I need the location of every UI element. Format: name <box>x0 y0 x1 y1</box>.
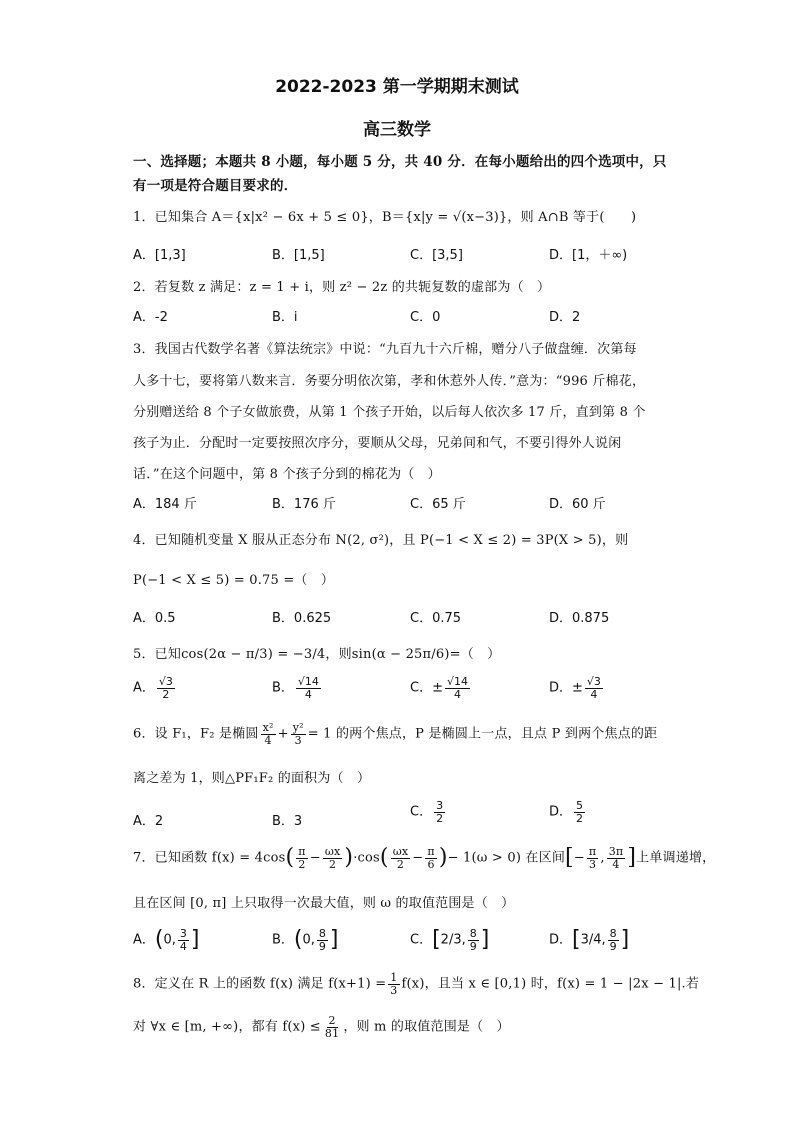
q8-line-1: 8．定义在 R 上的函数 f(x) 满足 f(x+1) = $\frac{1}{3}$ f(x)，且当 x ∈ [0,1) 时，f(x) = 1 − |2x − 1|.若 <box>133 971 700 997</box>
q4-line-1: 4．已知随机变量 X 服从正态分布 N(2, σ²)，且 P(−1 < X ≤ 2) = 3P(X > 5)，则 <box>133 533 629 548</box>
section-heading-line1: 一、选择题；本题共 8 小题，每小题 5 分，共 40 分．在每小题给出的四个选项中，只 <box>133 154 667 170</box>
q6-ellipse-y-term: $\frac{\text{y²}}{3}$ <box>292 721 304 747</box>
q3-line-1: 3．我国古代数学名著《算法统宗》中说：“九百九十六斤棉，赠分八子做盘缠．次第每 <box>133 342 637 357</box>
q6-line-2: 离之差为 1，则△PF₁F₂ 的面积为（ ） <box>133 771 371 786</box>
q5-option-b: B． $\frac{√14}{4}$ <box>272 675 319 701</box>
q5-cos-expression: cos(2α − π/3) = −3/4 <box>181 647 326 662</box>
q1-option-d: D．[1，＋∞) <box>549 248 628 263</box>
q5-sin-expression: sin(α − 25π/6) <box>351 647 450 662</box>
q4-option-b: B．0.625 <box>272 611 332 626</box>
q1-option-c: C．[3,5] <box>410 248 463 263</box>
exam-title: 2022-2023 第一学期期末测试 <box>275 77 519 97</box>
exam-subtitle: 高三数学 <box>363 120 431 140</box>
q7-option-d: D．[3/4, $\frac{8}{9}$ ] <box>549 927 630 953</box>
q4-line-2: P(−1 < X ≤ 5) = 0.75 =（ ） <box>133 573 335 588</box>
q2-option-a: A．-2 <box>133 310 168 325</box>
q1-option-a: A．[1,3] <box>133 248 186 263</box>
q7-option-c: C．[2/3, $\frac{8}{9}$ ] <box>410 927 490 953</box>
q3-option-a: A．184 斤 <box>133 497 197 512</box>
q5-option-c: C．± $\frac{√14}{4}$ <box>410 675 468 701</box>
q3-line-2: 人多十七，要将第八数来言．务要分明依次第，孝和休惹外人传．”意为：“996 斤棉花， <box>133 374 646 389</box>
q2-option-b: B．i <box>272 310 298 325</box>
q6-option-d: D． $\frac{5}{2}$ <box>549 799 584 825</box>
q8-line-2: 对 ∀x ∈ [m, +∞)，都有 f(x) ≤ $\frac{2}{81}$ ，则 m 的取值范围是（ ） <box>133 1014 510 1040</box>
q2-option-d: D．2 <box>549 310 581 325</box>
q5-prefix: 5．已知 <box>133 647 182 662</box>
q3-line-5: 话．”在这个问题中，第 8 个孩子分到的棉花为（ ） <box>133 467 441 482</box>
q6-ellipse-x-term: $\frac{\text{x²}}{4}$ <box>262 721 274 747</box>
q5-stem <box>133 643 500 662</box>
q3-option-c: C．65 斤 <box>410 497 466 512</box>
q6-option-b: B．3 <box>272 814 303 829</box>
q7-option-a: A．(0, $\frac{3}{4}$ ] <box>133 927 200 953</box>
q4-option-c: C．0.75 <box>410 611 462 626</box>
q2-stem: 2．若复数 z 满足：z = 1 + i，则 z² − 2z 的共轭复数的虚部为（ ） <box>133 280 551 295</box>
q3-line-3: 分别赠送给 8 个子女做旅费，从第 1 个孩子开始，以后每人依次多 17 斤，直到第 8 个 <box>133 405 646 420</box>
q7-line-1: 7．已知函数 f(x) = 4cos( $\frac{\pi}{2}$ − $\frac{\omega x}{2}$ )·cos( $\frac{\omega x}{2}$ − $\frac{\pi}{6}$ )− 1(ω > 0) 在区间[− $\frac{\pi}{3}$ , $\frac{3\pi}{4}$ ]上单调递增， <box>133 845 716 871</box>
q6-line-1: 6．设 F₁，F₂ 是椭圆 $\frac{\text{x²}}{4}$ + $\frac{\text{y²}}{3}$ = 1 的两个焦点，P 是椭圆上一点，且点 P 到两个焦点的距 <box>133 721 658 747</box>
q6-option-a: A．2 <box>133 814 164 829</box>
q7-line-2: 且在区间 [0, π] 上只取得一次最大值，则 ω 的取值范围是（ ） <box>133 896 515 911</box>
q7-option-b: B．(0, $\frac{8}{9}$ ] <box>272 927 339 953</box>
q1-stem: 1．已知集合 A＝{x|x² − 6x + 5 ≤ 0}，B＝{x|y = √(x−3)}，则 A∩B 等于( ) <box>133 210 637 225</box>
q2-option-c: C．0 <box>410 310 441 325</box>
q4-option-a: A．0.5 <box>133 611 176 626</box>
q1-option-b: B．[1,5] <box>272 248 325 263</box>
q5-suffix: =（ ） <box>449 647 501 662</box>
section-heading-line2: 有一项是符合题目要求的． <box>133 178 298 194</box>
q3-line-4: 孩子为止．分配时一定要按照次序分，要顺从父母，兄弟间和气，不要引得外人说闲 <box>133 436 622 451</box>
q3-option-b: B．176 斤 <box>272 497 336 512</box>
q4-option-d: D．0.875 <box>549 611 610 626</box>
q5-mid: ，则 <box>325 647 352 662</box>
q5-option-d: D．± $\frac{√3}{4}$ <box>549 675 601 701</box>
q6-option-c: C． $\frac{3}{2}$ <box>410 799 444 825</box>
q5-option-a: A． $\frac{√3}{2}$ <box>133 675 173 701</box>
q3-option-d: D．60 斤 <box>549 497 606 512</box>
